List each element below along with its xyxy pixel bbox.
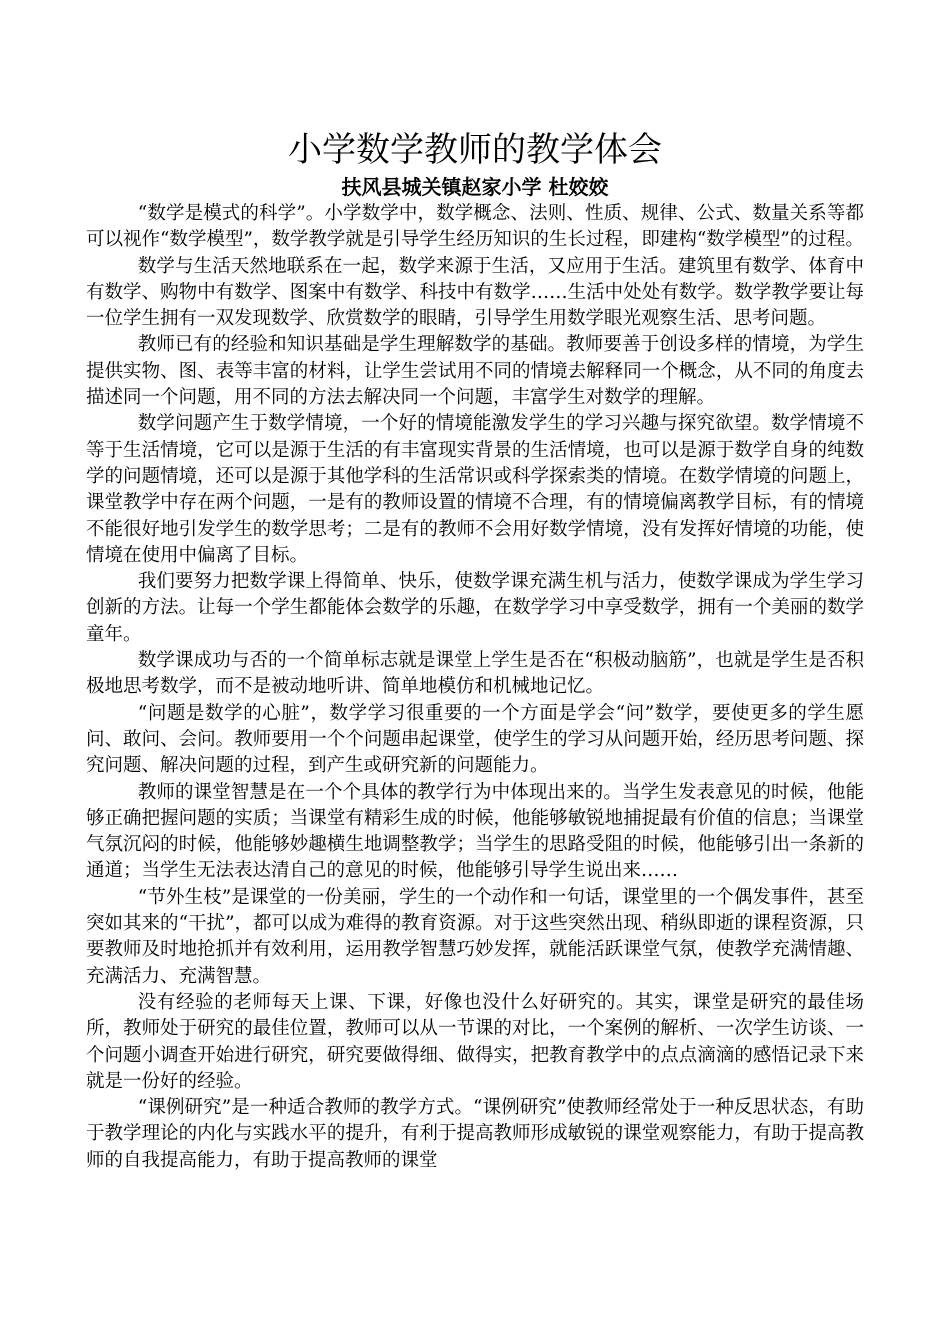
paragraph: 数学课成功与否的一个简单标志就是课堂上学生是否在“积极动脑筋”，也就是学生是否积极地思考数学，而不是被动地听讲、简单地模仿和机械地记忆。: [86, 650, 864, 698]
paragraph: “数学是模式的科学”。小学数学中，数学概念、法则、性质、规律、公式、数量关系等都可以视作“数学模型”，数学教学就是引导学生经历知识的生长过程，即建构“数学模型”的过程。: [86, 203, 864, 251]
paragraph: “课例研究”是一种适合教师的教学方式。“课例研究”使教师经常处于一种反思状态，有助于教学理论的内化与实践水平的提升，有利于提高教师形成敏锐的课堂观察能力，有助于提高教师的自我提高能力，有助于提高教师的课堂: [86, 1097, 864, 1171]
paragraph: 没有经验的老师每天上课、下课，好像也没什么好研究的。其实，课堂是研究的最佳场所，教师处于研究的最佳位置，教师可以从一节课的对比，一个案例的解析、一次学生访谈、一个问题小调查开始进行研究，研究要做得细、做得实，把教育教学中的点点滴滴的感悟记录下来就是一份好的经验。: [86, 991, 864, 1092]
document-body: [86, 201, 864, 1174]
paragraph: 我们要努力把数学课上得简单、快乐，使数学课充满生机与活力，使数学课成为学生学习创新的方法。让每一个学生都能体会数学的乐趣，在数学学习中享受数学，拥有一个美丽的数学童年。: [86, 571, 864, 645]
paragraph: “问题是数学的心脏”，数学学习很重要的一个方面是学会“问”数学，要使更多的学生愿问、敢问、会问。教师要用一个个问题串起课堂，使学生的学习从问题开始，经历思考问题、探究问题、解决问题的过程，到产生或研究新的问题能力。: [86, 702, 864, 777]
paragraph: 教师的课堂智慧是在一个个具体的教学行为中体现出来的。当学生发表意见的时候，他能够正确把握问题的实质；当课堂有精彩生成的时候，他能够敏锐地捕捉最有价值的信息；当课堂气氛沉闷的时候，他能够妙趣横生地调整教学；当学生的思路受阻的时候，他能够引出一条新的通道；当学生无法表达清自己的意见的时候，他能够引导学生说出来……: [86, 781, 864, 882]
paragraph: “节外生枝”是课堂的一份美丽，学生的一个动作和一句话，课堂里的一个偶发事件，甚至突如其来的“干扰”，都可以成为难得的教育资源。对于这些突然出现、稍纵即逝的课程资源，只要教师及时地抢抓并有效利用，运用教学智慧巧妙发挥，就能活跃课堂气氛，使教学充满情趣、充满活力、充满智慧。: [86, 886, 864, 987]
paragraph: 教师已有的经验和知识基础是学生理解数学的基础。教师要善于创设多样的情境，为学生提供实物、图、表等丰富的材料，让学生尝试用不同的情境去解释同一个概念，从不同的角度去描述同一个问题，用不同的方法去解决同一个问题，丰富学生对数学的理解。: [86, 334, 864, 409]
document-title: 小学数学教师的教学体会: [288, 130, 662, 170]
document-author: 扶风县城关镇赵家小学 杜姣姣: [341, 175, 609, 199]
paragraph: 数学问题产生于数学情境，一个好的情境能激发学生的学习兴趣与探究欲望。数学情境不等于生活情境，它可以是源于生活的有丰富现实背景的生活情境，也可以是源于数学自身的纯数学的问题情境，还可以是源于其他学科的生活常识或科学探索类的情境。在数学情境的问题上，课堂教学中存在两个问题，一是有的教师设置的情境不合理，有的情境偏离教学目标，有的情境不能很好地引发学生的数学思考；二是有的教师不会用好数学情境，没有发挥好情境的功能，使情境在使用中偏离了目标。: [86, 413, 864, 566]
paragraph: 数学与生活天然地联系在一起，数学来源于生活，又应用于生活。建筑里有数学、体育中有数学、购物中有数学、图案中有数学、科技中有数学……生活中处处有数学。数学教学要让每一位学生拥有一双发现数学、欣赏数学的眼睛，引导学生用数学眼光观察生活、思考问题。: [86, 255, 864, 330]
